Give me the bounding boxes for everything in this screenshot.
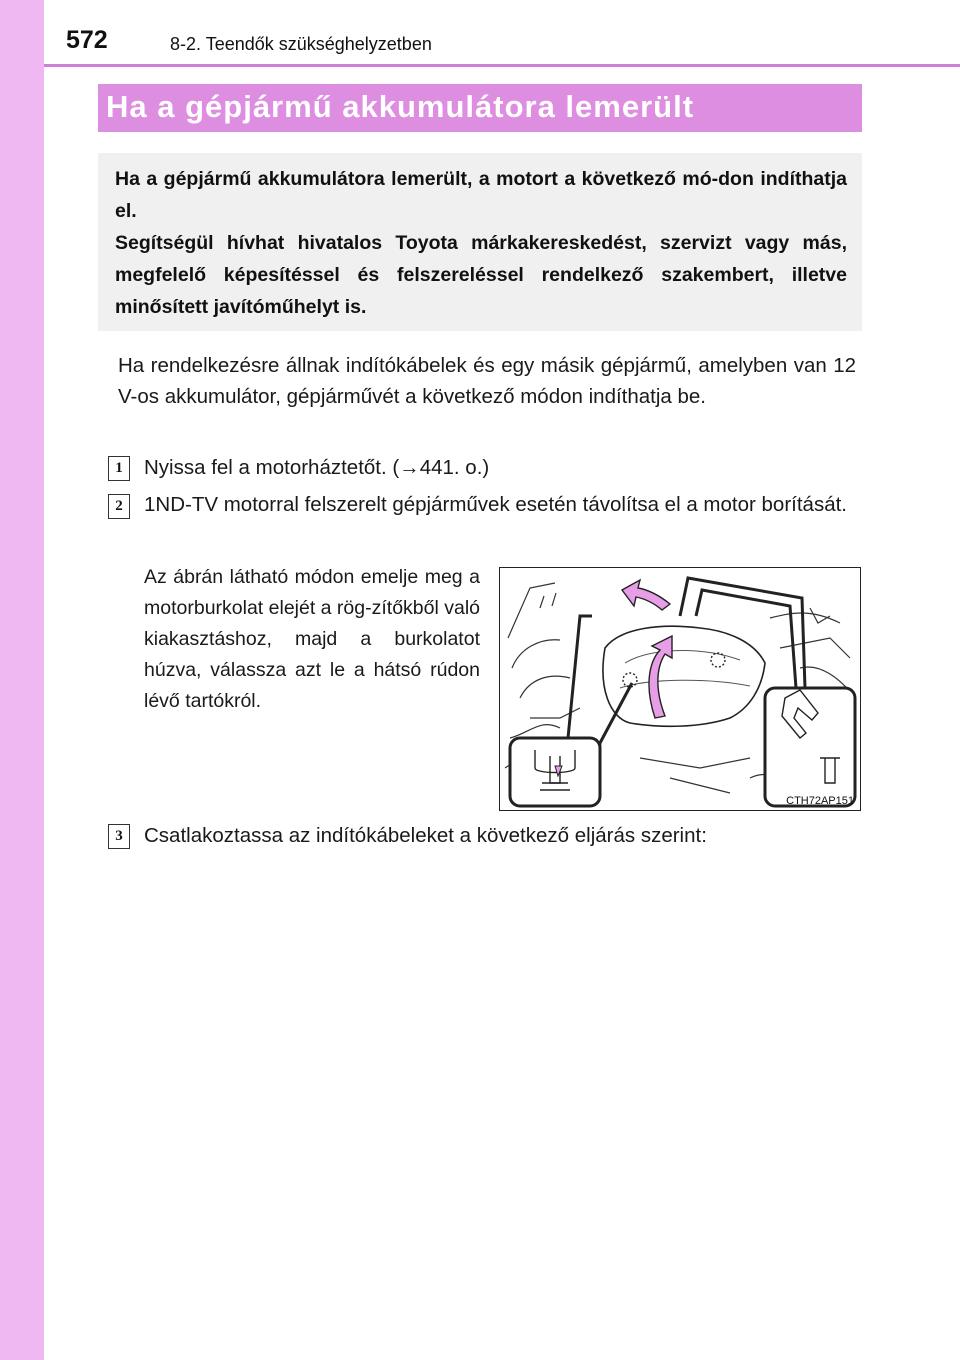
step-text-2: 1ND-TV motorral felszerelt gépjárművek esetén távolítsa el a motor borítását. <box>144 493 847 516</box>
engine-cover-outline <box>603 626 765 726</box>
pull-arrow-icon <box>622 580 670 610</box>
holder-detail-inset <box>765 688 855 806</box>
section-heading: Ha a gépjármű akkumulátora lemerült <box>106 89 695 124</box>
page-side-strip <box>0 0 44 1360</box>
engine-cover-figure <box>499 567 861 811</box>
figure-code: CTH72AP151 <box>786 795 854 807</box>
page-header <box>44 0 960 66</box>
intro-paragraph-2: Segítségül hívhat hivatalos Toyota márkakereskedést, szervizt vagy más, megfelelő képesítéssel és felszereléssel rendelkező szakembert, illetve minősített javítóműhelyt is. <box>115 232 847 318</box>
section-heading-bar <box>98 84 862 132</box>
step-number-1: 1 <box>108 456 130 481</box>
header-divider <box>44 64 960 67</box>
step-text-3: Csatlakoztassa az indítókábeleket a következő eljárás szerint: <box>144 824 707 847</box>
body-intro: Ha rendelkezésre állnak indítókábelek és egy másik gépjármű, amelyben van 12 V-os akkumulátor, gépjárművét a következő módon indíthatja be. <box>118 354 856 408</box>
intro-paragraph-1: Ha a gépjármű akkumulátora lemerült, a motort a következő mó-don indíthatja el. <box>115 168 847 222</box>
figure-description: Az ábrán látható módon emelje meg a motorburkolat elejét a rög-zítőkből való kiakasztáshoz, majd a burkolatot húzva, válassza azt le a hátsó rúdon lévő tartókról. <box>144 566 481 712</box>
engine-cover-illustration <box>500 568 860 810</box>
step-text-1: Nyissa fel a motorháztetőt. (→441. o.) <box>144 456 490 479</box>
intro-box <box>98 153 862 331</box>
step-number-3: 3 <box>108 824 130 849</box>
page-number: 572 <box>66 26 108 54</box>
section-title: 8-2. Teendők szükséghelyzetben <box>170 34 432 54</box>
step-number-2: 2 <box>108 494 130 519</box>
